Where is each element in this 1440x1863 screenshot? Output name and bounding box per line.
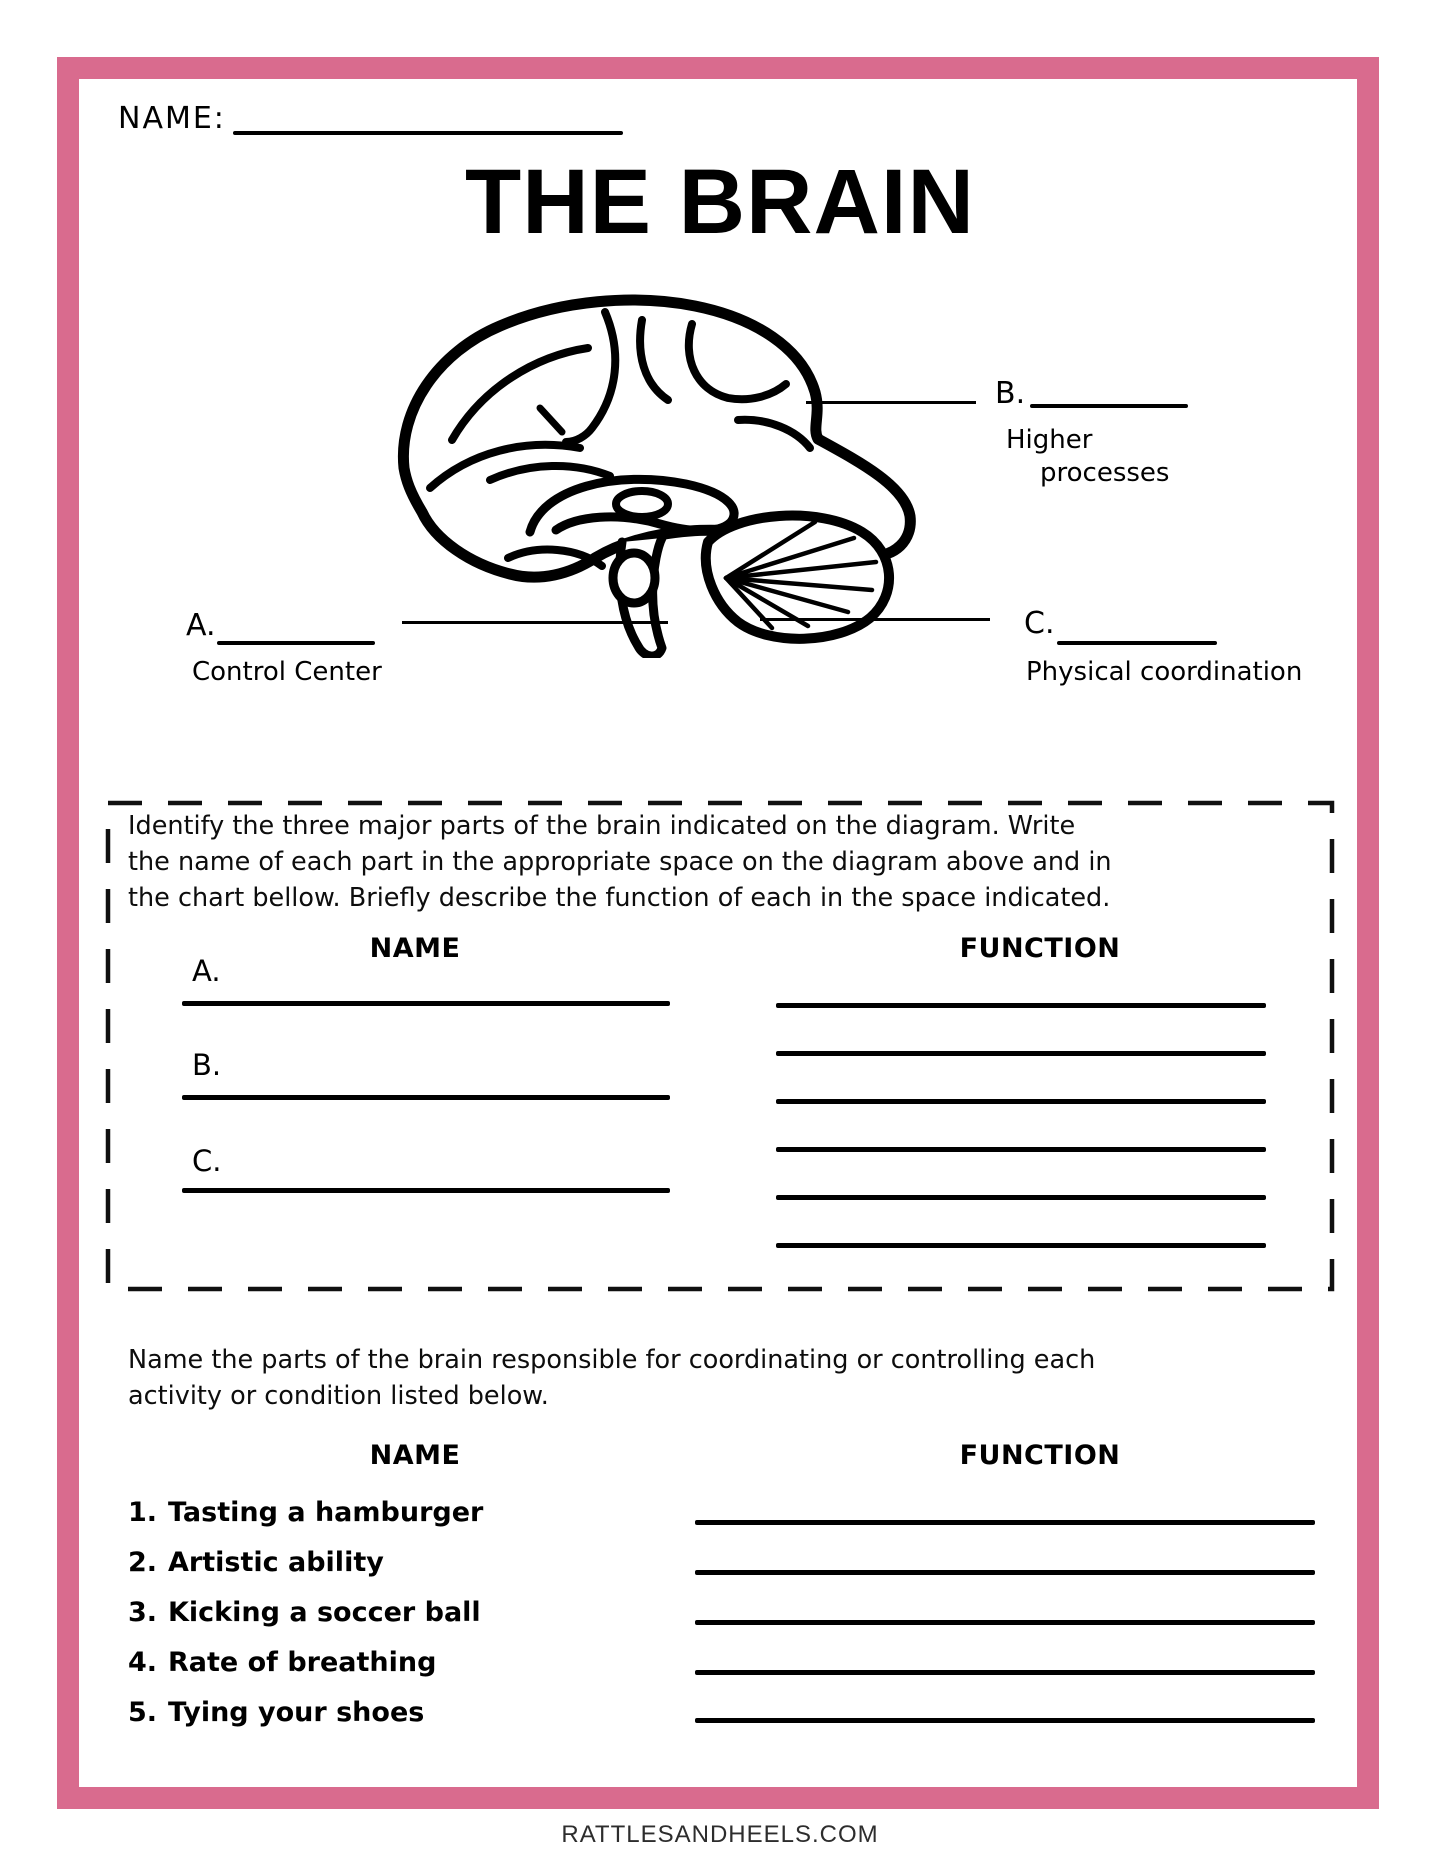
label-a-letter: A. [186,608,216,643]
activity-item-1 [128,1497,483,1528]
pointer-line-c [760,618,990,621]
activity-answer-line-1[interactable] [695,1520,1315,1525]
section2-instructions: Name the parts of the brain responsible for coordinating or controlling each activity or condition listed below. [128,1345,1096,1411]
activity-item-4-label: Rate of breathing [168,1647,437,1678]
chart-name-line-c[interactable] [182,1188,670,1193]
activity-item-3-number: 3. [128,1597,158,1628]
activity-item-4 [128,1647,436,1678]
section2-function-header: FUNCTION [959,1440,1121,1471]
chart-name-line-a[interactable] [182,1001,670,1006]
activity-item-1-label: Tasting a hamburger [168,1497,484,1528]
pons [613,553,655,603]
chart-function-line-3[interactable] [776,1099,1266,1104]
activity-item-2-number: 2. [128,1547,158,1578]
chart-row-a-letter: A. [192,954,221,988]
activity-answer-line-5[interactable] [695,1718,1315,1723]
chart-function-line-5[interactable] [776,1195,1266,1200]
chart-name-line-b[interactable] [182,1095,670,1100]
activity-answer-line-4[interactable] [695,1670,1315,1675]
activity-item-5-number: 5. [128,1697,158,1728]
label-a-write-line[interactable] [217,641,375,645]
label-b-write-line[interactable] [1030,404,1188,408]
chart-function-line-2[interactable] [776,1051,1266,1056]
chart-function-line-1[interactable] [776,1003,1266,1008]
label-c-write-line[interactable] [1057,641,1217,645]
label-c-letter: C. [1024,606,1055,641]
label-b-caption-line1: Higher [1006,425,1093,455]
chart-function-line-6[interactable] [776,1243,1266,1248]
chart-function-line-4[interactable] [776,1147,1266,1152]
label-a-caption: Control Center [192,657,382,687]
activity-item-4-number: 4. [128,1647,158,1678]
activity-item-5 [128,1697,424,1728]
section1-instructions: Identify the three major parts of the brain indicated on the diagram. Write the name of each part in the appropriate space on the diagram above and in the chart bellow. Briefly describe the function of each in the space indicated. [128,811,1112,913]
activity-item-2 [128,1547,384,1578]
label-c-caption: Physical coordination [1026,657,1303,687]
activity-item-5-label: Tying your shoes [168,1697,425,1728]
name-write-line[interactable] [233,131,623,135]
activity-item-3 [128,1597,481,1628]
name-label: NAME: [118,101,226,136]
activity-item-2-label: Artistic ability [168,1547,384,1578]
label-b-caption-line2: processes [1040,458,1170,488]
pointer-line-b [806,401,976,404]
section2-name-header: NAME [369,1440,461,1471]
page-title: THE BRAIN [465,151,975,253]
label-b-letter: B. [995,376,1026,411]
brain-diagram [390,290,920,658]
activity-item-1-number: 1. [128,1497,158,1528]
section1-name-header: NAME [369,933,461,964]
chart-row-b-letter: B. [192,1048,222,1082]
activity-item-3-label: Kicking a soccer ball [168,1597,481,1628]
footer-site-credit: RATTLESANDHEELS.COM [561,1821,879,1848]
activity-answer-line-3[interactable] [695,1620,1315,1625]
pointer-line-a [402,621,668,624]
section1-function-header: FUNCTION [959,933,1121,964]
activity-answer-line-2[interactable] [695,1570,1315,1575]
chart-row-c-letter: C. [192,1144,222,1178]
